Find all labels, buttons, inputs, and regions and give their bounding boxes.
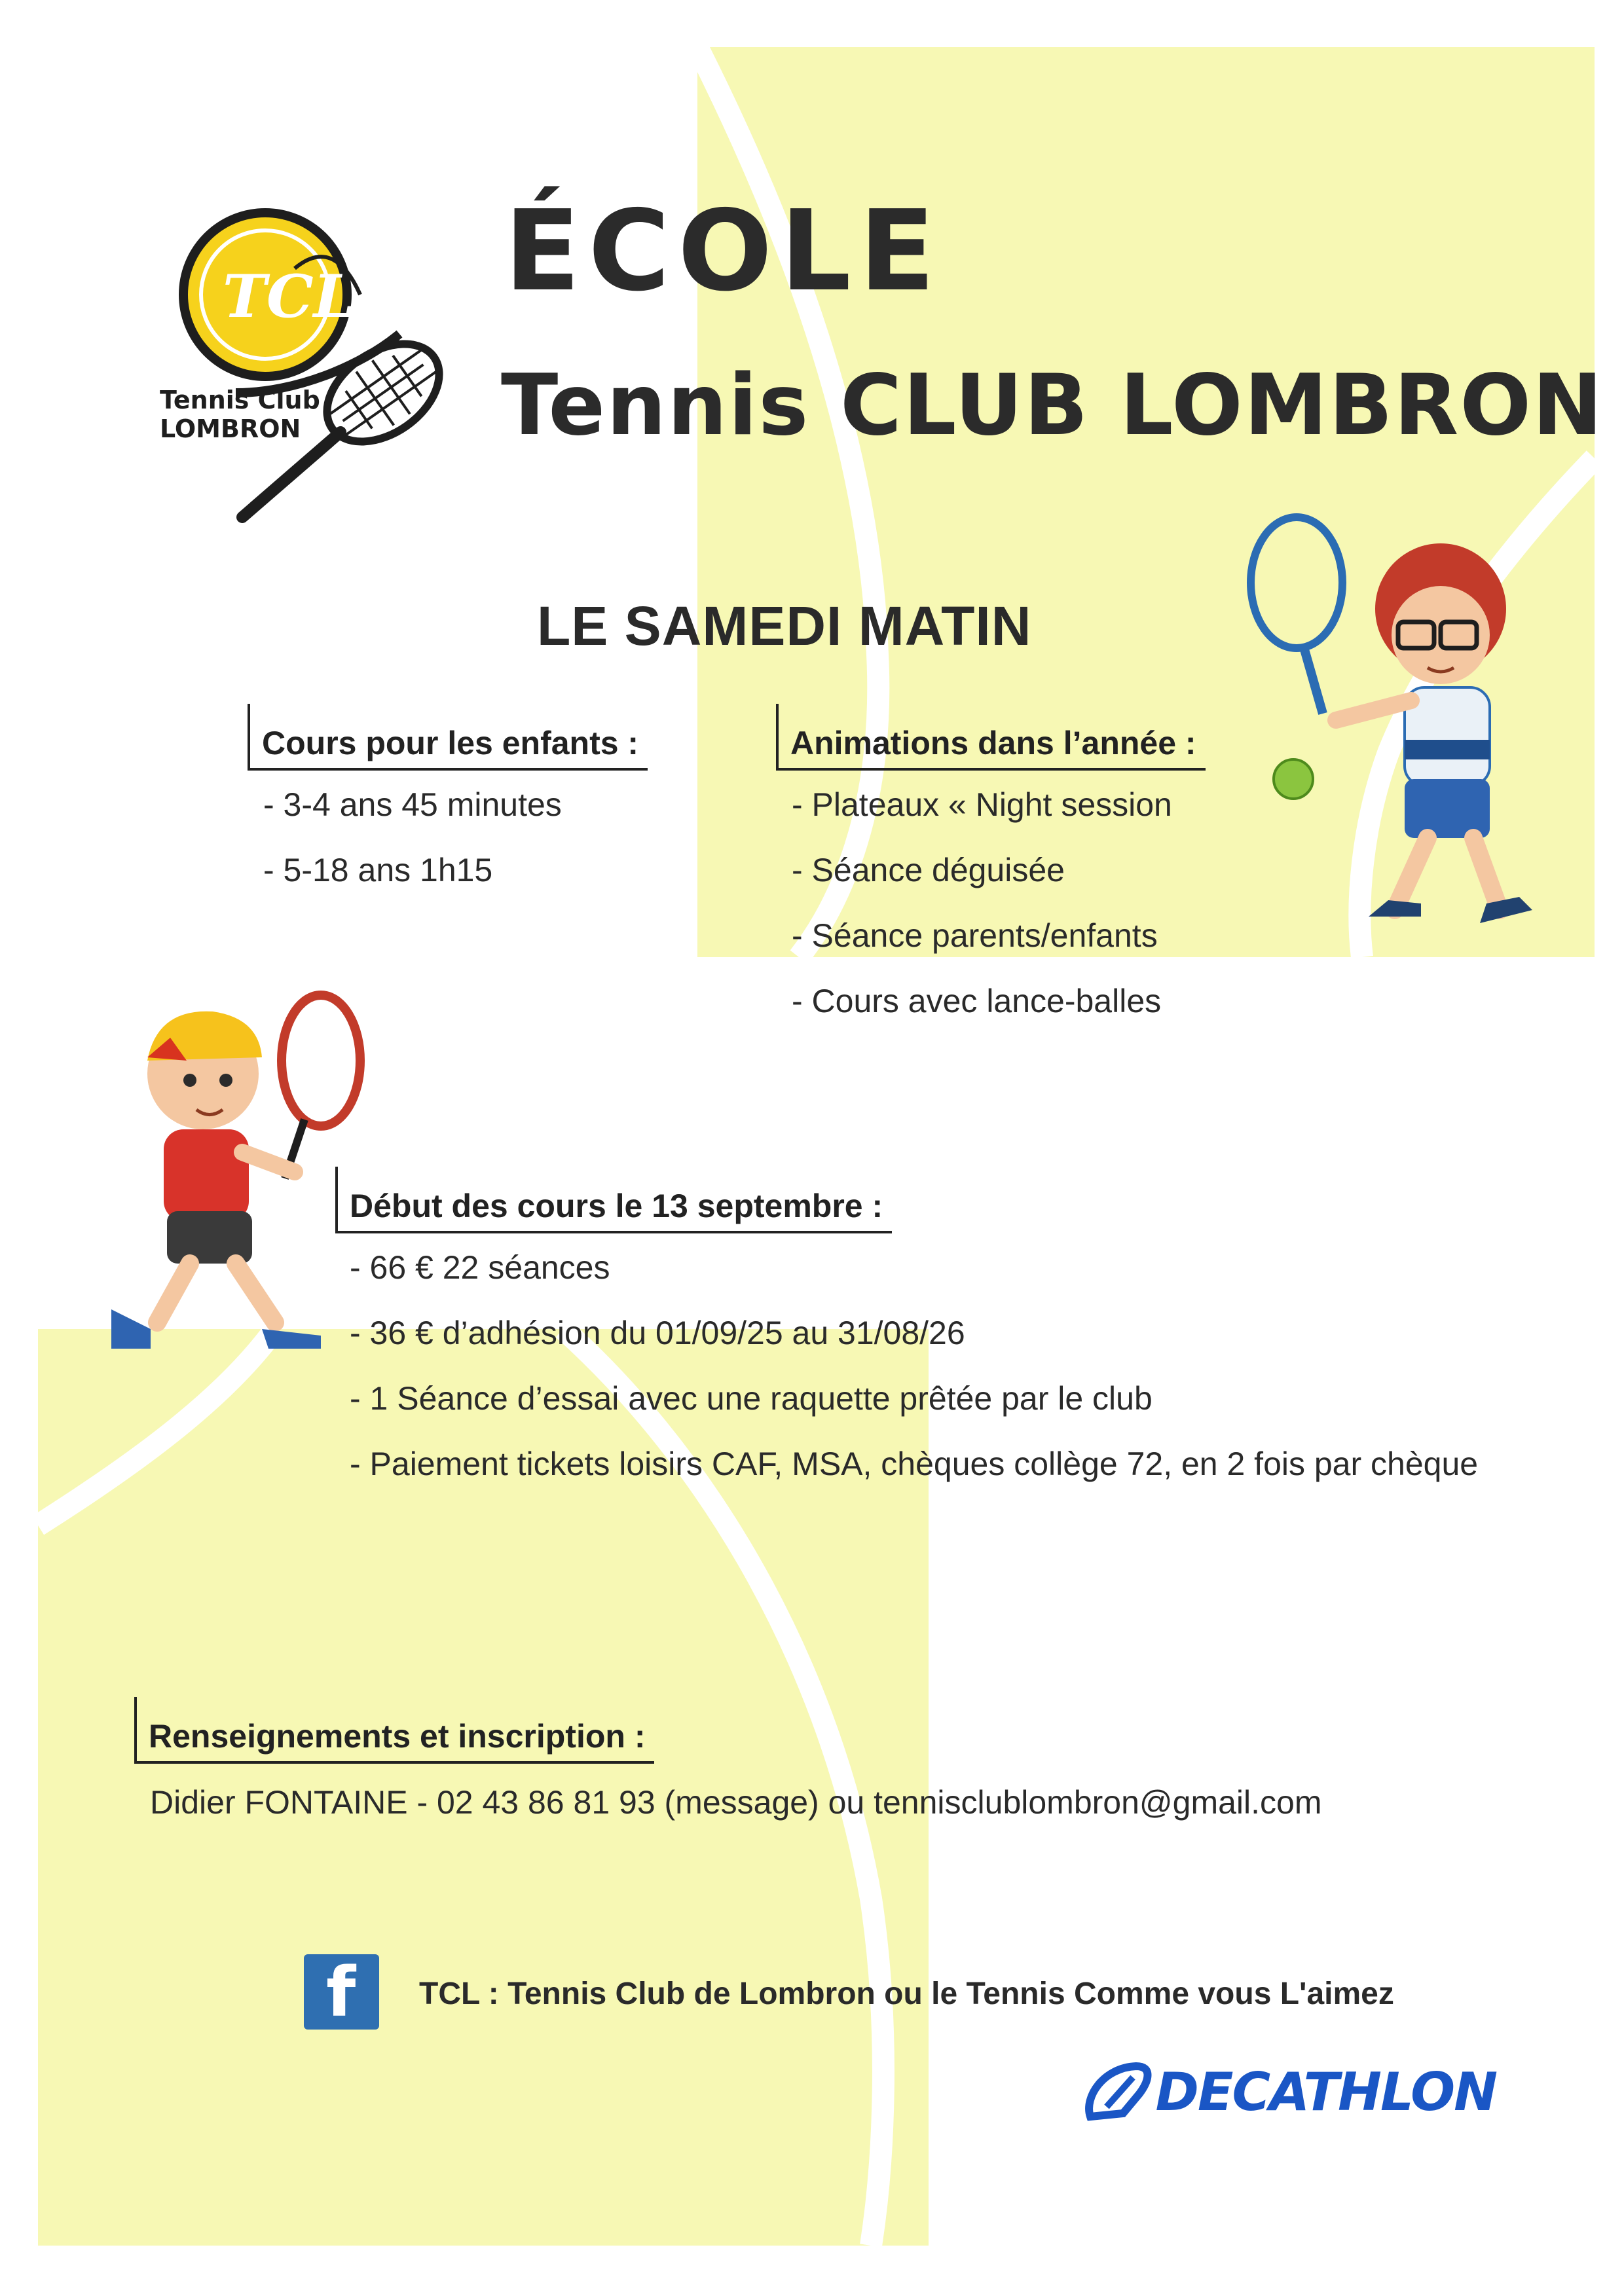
logo-text-line1: Tennis Club [160, 386, 320, 414]
logo-text-line2: LOMBRON [160, 414, 301, 443]
decathlon-wordmark: DECATHLON [1155, 2062, 1497, 2123]
courses-heading: Cours pour les enfants : [248, 704, 648, 771]
start-item: - 66 € 22 séances [350, 1249, 610, 1286]
decathlon-logo [1084, 2061, 1496, 2123]
subtitle-schedule: LE SAMEDI MATIN [537, 595, 1032, 657]
events-section [776, 704, 1206, 1034]
facebook-icon[interactable]: f [304, 1954, 379, 2030]
start-heading: Début des cours le 13 septembre : [335, 1167, 892, 1233]
event-item: - Plateaux « Night session [792, 786, 1172, 823]
club-logo [160, 196, 478, 537]
start-section [335, 1167, 1478, 1497]
event-item: - Séance parents/enfants [792, 917, 1158, 954]
events-heading: Animations dans l’année : [776, 704, 1206, 771]
courses-section [248, 704, 648, 903]
title-club-name: Tennis CLUB LOMBRON [501, 357, 1604, 454]
contact-heading: Renseignements et inscription : [134, 1697, 654, 1764]
logo-monogram: TCL [223, 262, 355, 331]
tennis-ball-icon [1274, 759, 1313, 799]
title-ecole: ÉCOLE [504, 187, 943, 316]
facebook-page-text: TCL : Tennis Club de Lombron ou le Tennis Comme vous L'aimez [419, 1977, 1394, 2011]
racket-logo-graphic [164, 196, 478, 537]
event-item: - Cours avec lance-balles [792, 983, 1162, 1019]
decathlon-swoosh-icon [1084, 2061, 1153, 2123]
contact-section [134, 1697, 1321, 1821]
course-item: - 5-18 ans 1h15 [263, 852, 493, 888]
boy-with-cap-illustration [98, 982, 373, 1375]
start-item: - 1 Séance d’essai avec une raquette prêtée par le club [350, 1380, 1153, 1417]
event-item: - Séance déguisée [792, 852, 1065, 888]
start-item: - Paiement tickets loisirs CAF, MSA, chèques collège 72, en 2 fois par chèque [350, 1446, 1479, 1482]
contact-details: Didier FONTAINE - 02 43 86 81 93 (message) ou tennisclublombron@gmail.com [150, 1784, 1322, 1821]
course-item: - 3-4 ans 45 minutes [263, 786, 562, 823]
start-item: - 36 € d’adhésion du 01/09/25 au 31/08/26 [350, 1315, 965, 1351]
boy-with-glasses-illustration [1244, 504, 1545, 975]
